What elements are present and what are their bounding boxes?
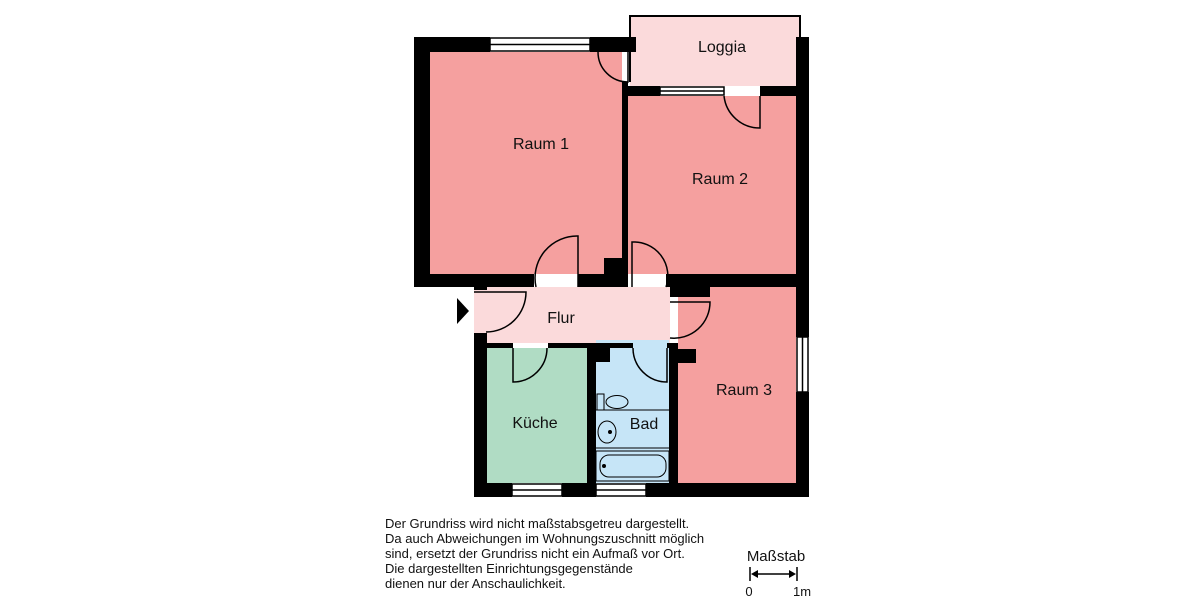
scale-end: 1m — [792, 584, 812, 599]
kueche-label: Küche — [512, 415, 558, 432]
disclaimer-line: Die dargestellten Einrichtungsgegenstände — [385, 561, 633, 576]
scale-start: 0 — [745, 584, 753, 599]
flur-label: Flur — [547, 310, 575, 327]
entrance-arrow-icon — [457, 298, 469, 324]
scale-title: Maßstab — [746, 548, 806, 565]
disclaimer-line: dienen nur der Anschaulichkeit. — [385, 576, 566, 591]
raum2-label: Raum 2 — [691, 171, 749, 188]
loggia-label: Loggia — [697, 39, 747, 56]
raum3-label: Raum 3 — [715, 382, 773, 399]
bad-label: Bad — [629, 416, 659, 433]
scale-bar — [745, 548, 811, 599]
disclaimer — [385, 516, 745, 591]
raum1-label: Raum 1 — [512, 136, 570, 153]
disclaimer-line: Da auch Abweichungen im Wohnungszuschnitt möglich — [385, 531, 705, 546]
raum1-area — [430, 52, 622, 274]
disclaimer-line: Der Grundriss wird nicht maßstabsgetreu dargestellt. — [385, 516, 690, 531]
disclaimer-line: sind, ersetzt der Grundriss nicht ein Aufmaß vor Ort. — [385, 546, 685, 561]
